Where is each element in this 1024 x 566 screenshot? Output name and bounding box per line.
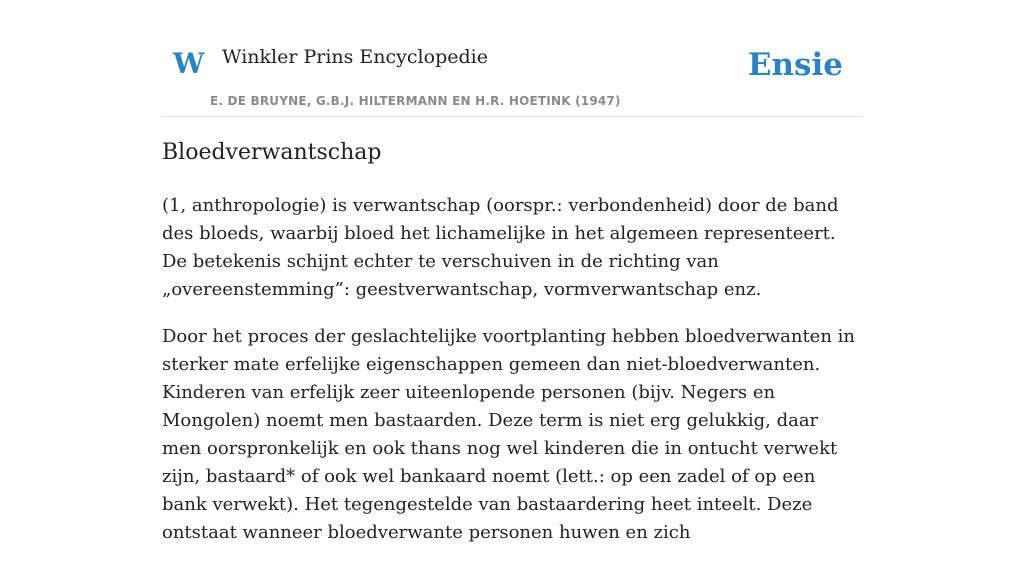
- encyclopedia-logo-icon[interactable]: W: [173, 47, 205, 80]
- article-paragraph: (1, anthropologie) is verwantschap (oorspr.: verbondenheid) door de band des bloeds, waarbij bloed het lichamelijke in het algemeen representeert. De betekenis schijnt echter te verschuiven in de richting van „overeenstemming”: geestverwantschap, vormverwantschap enz.: [162, 195, 839, 300]
- site-header: [162, 0, 862, 117]
- book-title[interactable]: Winkler Prins Encyclopedie: [222, 46, 488, 68]
- article-title: Bloedverwantschap: [162, 140, 382, 165]
- book-authors: E. DE BRUYNE, G.B.J. HILTERMANN EN H.R. HOETINK (1947): [210, 94, 621, 108]
- content-container: [162, 0, 862, 543]
- ensie-brand-logo[interactable]: Ensie: [747, 47, 843, 83]
- article-body: [162, 192, 862, 566]
- article-paragraph: Door het proces der geslachtelijke voortplanting hebben bloedverwanten in sterker mate erfelijke eigenschappen gemeen dan niet-bloedverwanten. Kinderen van erfelijk zeer uiteenlopende personen (bijv. Negers en Mongolen) noemt men bastaarden. Deze term is niet erg gelukkig, daar men oorspronkelijk en ook thans nog wel kinderen die in ontucht verwekt zijn, bastaard* of ook wel bankaard noemt (lett.: op een zadel of op een bank verwekt). Het tegengestelde van bastaardering heet inteelt. Deze ontstaat wanneer bloedverwante personen huwen en zich: [162, 326, 855, 543]
